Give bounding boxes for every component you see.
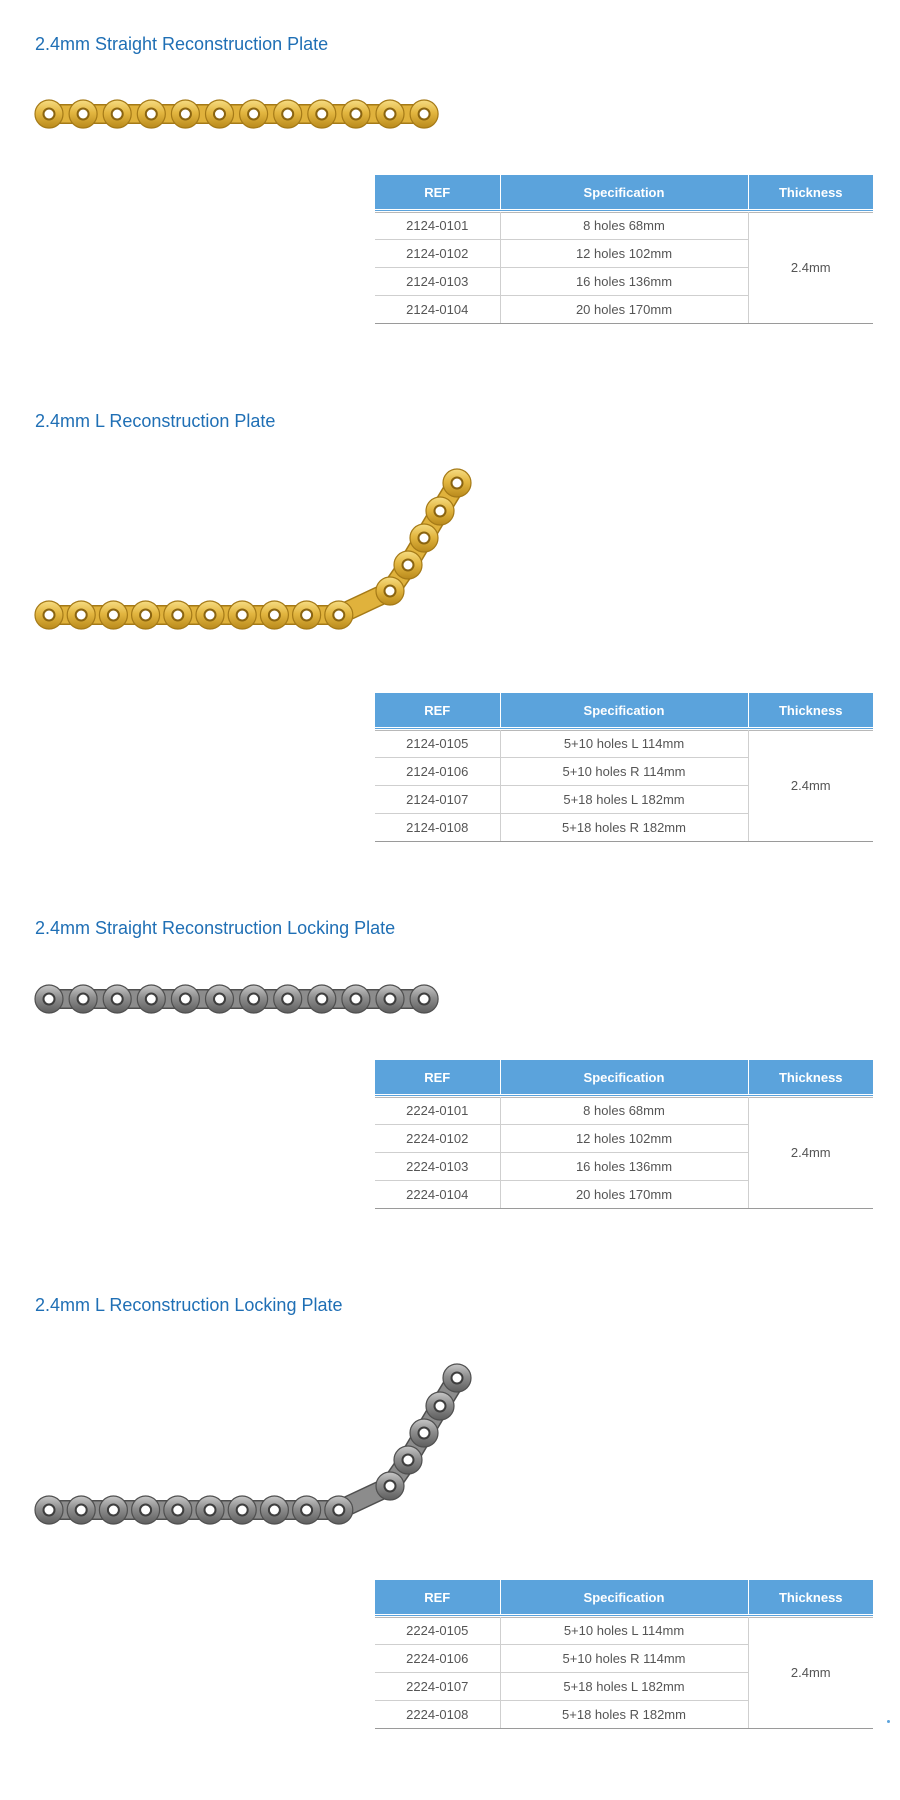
plate-image [0,1350,900,1530]
header-ref: REF [375,1580,500,1616]
screw-hole [181,995,190,1004]
screw-hole [79,110,88,119]
spec-cell: 12 holes 102mm [500,240,748,268]
screw-hole [79,995,88,1004]
screw-hole [436,507,445,516]
ref-cell: 2124-0106 [375,758,500,786]
table-row [375,211,873,240]
screw-hole [386,587,395,596]
header-thickness: Thickness [748,175,873,211]
screw-hole [45,1506,54,1515]
spec-cell: 5+10 holes L 114mm [500,729,748,758]
screw-hole [453,479,462,488]
spec-table [375,1060,873,1209]
screw-hole [141,611,150,620]
spec-cell: 5+10 holes L 114mm [500,1616,748,1645]
ref-cell: 2224-0103 [375,1153,500,1181]
screw-hole [420,995,429,1004]
spec-cell: 5+18 holes L 182mm [500,1673,748,1701]
ref-cell: 2124-0107 [375,786,500,814]
table-header-row [375,175,873,211]
screw-hole [215,110,224,119]
screw-hole [404,1456,413,1465]
screw-hole [334,1506,343,1515]
ref-cell: 2124-0108 [375,814,500,842]
screw-hole [270,611,279,620]
ref-cell: 2124-0102 [375,240,500,268]
screw-hole [181,110,190,119]
plate-image [0,455,900,635]
screw-hole [77,1506,86,1515]
section-title: 2.4mm L Reconstruction Locking Plate [35,1295,343,1315]
screw-hole [215,995,224,1004]
table-header-row [375,693,873,729]
screw-hole [420,534,429,543]
spec-cell: 16 holes 136mm [500,268,748,296]
screw-hole [113,995,122,1004]
spec-cell: 20 holes 170mm [500,1181,748,1209]
screw-hole [249,110,258,119]
screw-hole [109,1506,118,1515]
screw-hole [238,1506,247,1515]
header-thickness: Thickness [748,693,873,729]
spec-cell: 5+10 holes R 114mm [500,1645,748,1673]
screw-hole [317,110,326,119]
ref-cell: 2124-0104 [375,296,500,324]
screw-hole [386,1482,395,1491]
plate-image [0,85,900,145]
thickness-cell: 2.4mm [748,1616,873,1729]
spec-cell: 16 holes 136mm [500,1153,748,1181]
screw-hole [302,1506,311,1515]
thickness-cell: 2.4mm [748,211,873,324]
screw-hole [453,1374,462,1383]
table-row [375,729,873,758]
spec-cell: 5+10 holes R 114mm [500,758,748,786]
header-specification: Specification [500,693,748,729]
spec-cell: 8 holes 68mm [500,211,748,240]
screw-hole [270,1506,279,1515]
ref-cell: 2224-0107 [375,1673,500,1701]
screw-hole [45,995,54,1004]
table-row [375,1096,873,1125]
screw-hole [147,995,156,1004]
screw-hole [173,1506,182,1515]
section-title: 2.4mm Straight Reconstruction Locking Plate [35,918,396,938]
spec-cell: 5+18 holes R 182mm [500,814,748,842]
screw-hole [302,611,311,620]
ref-cell: 2124-0105 [375,729,500,758]
screw-hole [77,611,86,620]
ref-cell: 2224-0104 [375,1181,500,1209]
screw-hole [147,110,156,119]
screw-hole [249,995,258,1004]
screw-hole [113,110,122,119]
spec-cell: 5+18 holes R 182mm [500,1701,748,1729]
screw-hole [141,1506,150,1515]
plate-image [0,970,900,1030]
screw-hole [436,1402,445,1411]
ref-cell: 2224-0105 [375,1616,500,1645]
spec-cell: 12 holes 102mm [500,1125,748,1153]
screw-hole [351,995,360,1004]
ref-cell: 2224-0108 [375,1701,500,1729]
spec-table [375,1580,873,1729]
screw-hole [386,110,395,119]
header-ref: REF [375,1060,500,1096]
header-ref: REF [375,175,500,211]
spec-cell: 8 holes 68mm [500,1096,748,1125]
spec-table [375,175,873,324]
screw-hole [386,995,395,1004]
header-specification: Specification [500,175,748,211]
ref-cell: 2124-0101 [375,211,500,240]
screw-hole [109,611,118,620]
section-title: 2.4mm L Reconstruction Plate [35,411,276,431]
screw-hole [334,611,343,620]
thickness-cell: 2.4mm [748,729,873,842]
header-thickness: Thickness [748,1580,873,1616]
header-specification: Specification [500,1580,748,1616]
screw-hole [317,995,326,1004]
thickness-cell: 2.4mm [748,1096,873,1209]
table-header-row [375,1580,873,1616]
screw-hole [283,110,292,119]
screw-hole [404,561,413,570]
header-ref: REF [375,693,500,729]
ref-cell: 2124-0103 [375,268,500,296]
screw-hole [420,1429,429,1438]
corner-mark [887,1720,890,1723]
screw-hole [45,110,54,119]
screw-hole [173,611,182,620]
screw-hole [206,1506,215,1515]
ref-cell: 2224-0101 [375,1096,500,1125]
table-row [375,1616,873,1645]
spec-cell: 5+18 holes L 182mm [500,786,748,814]
screw-hole [420,110,429,119]
header-thickness: Thickness [748,1060,873,1096]
screw-hole [283,995,292,1004]
screw-hole [238,611,247,620]
screw-hole [206,611,215,620]
header-specification: Specification [500,1060,748,1096]
ref-cell: 2224-0106 [375,1645,500,1673]
spec-cell: 20 holes 170mm [500,296,748,324]
spec-table [375,693,873,842]
ref-cell: 2224-0102 [375,1125,500,1153]
screw-hole [45,611,54,620]
table-header-row [375,1060,873,1096]
section-title: 2.4mm Straight Reconstruction Plate [35,34,329,54]
screw-hole [351,110,360,119]
